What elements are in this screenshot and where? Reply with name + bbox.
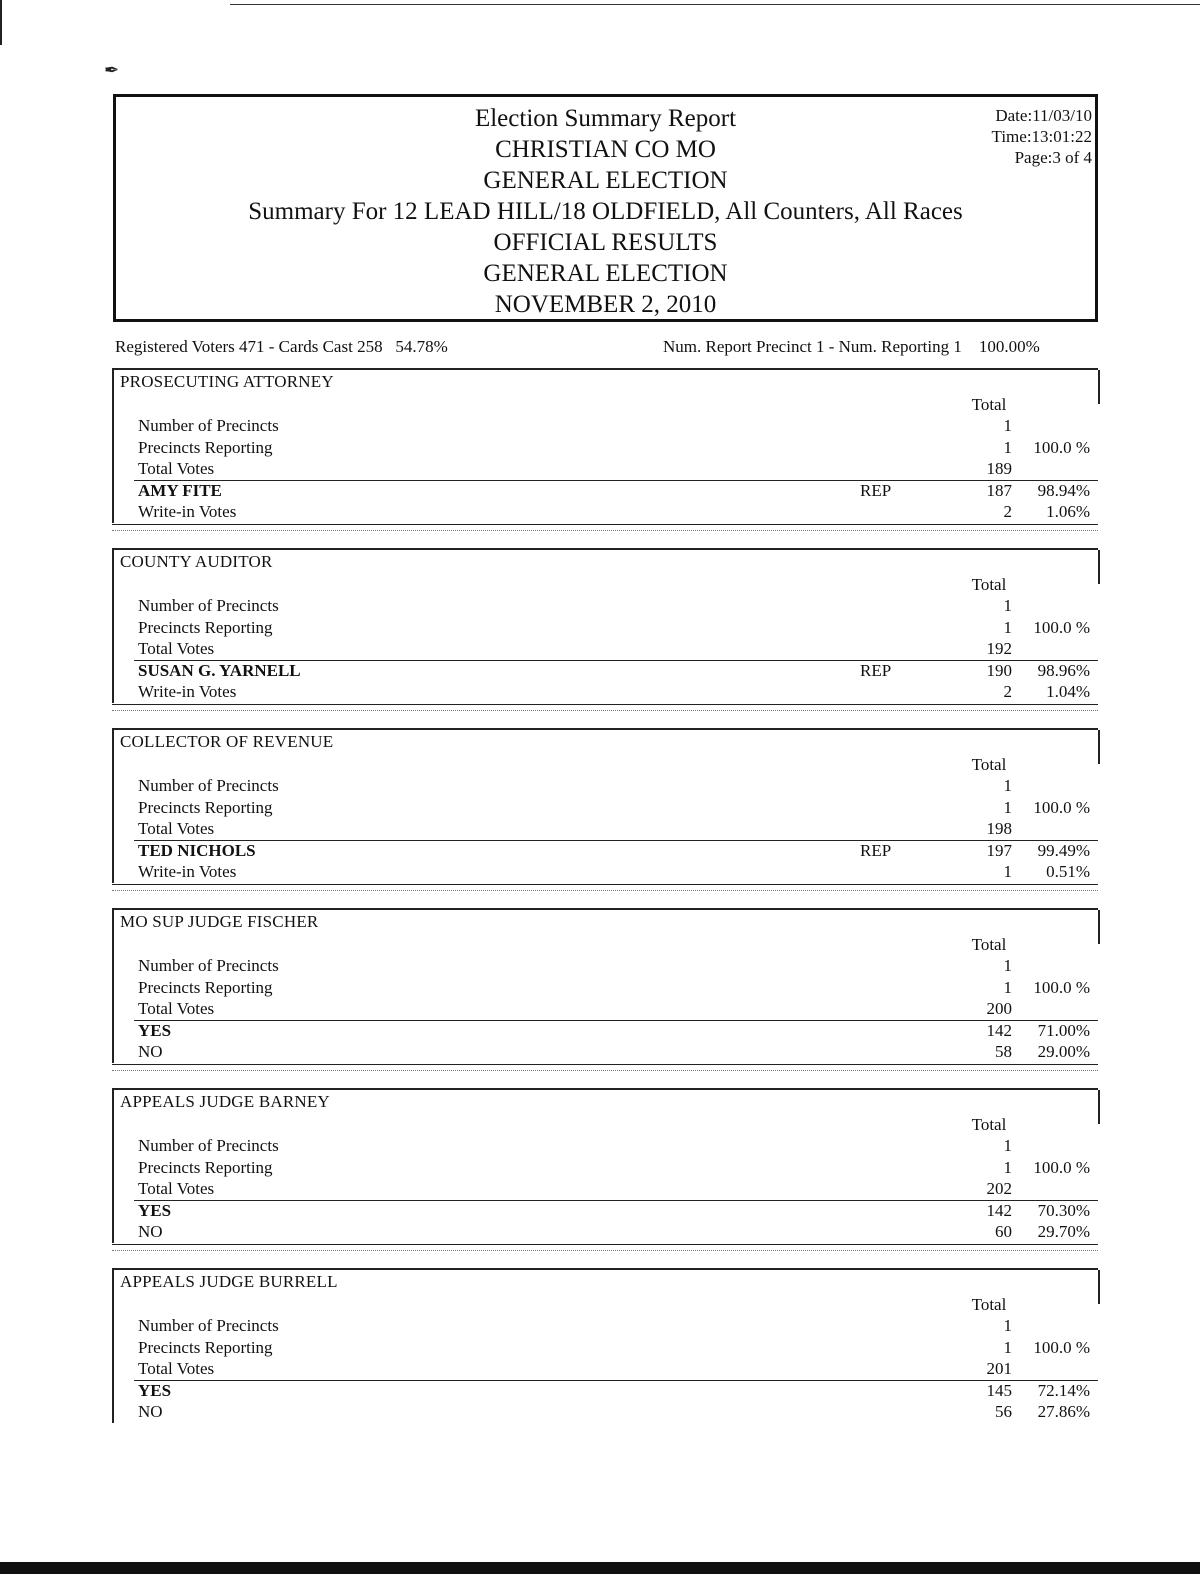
stat-row bbox=[114, 617, 1100, 639]
vote-count: 142 bbox=[986, 1200, 1012, 1220]
race-title: MO SUP JUDGE FISCHER bbox=[120, 912, 319, 931]
vote-count: 2 bbox=[1003, 502, 1012, 521]
total-votes-separator bbox=[134, 660, 1098, 661]
stat-row bbox=[114, 1337, 1100, 1359]
stat-label: Precincts Reporting bbox=[138, 437, 273, 457]
vote-count: 1 bbox=[1003, 862, 1012, 881]
total-votes-separator bbox=[134, 480, 1098, 481]
choice-party: REP bbox=[860, 840, 892, 860]
race-dotted-rule bbox=[112, 710, 1098, 711]
race-end-separator bbox=[112, 1244, 1098, 1245]
choice-name: Write-in Votes bbox=[138, 862, 237, 881]
stat-value: 201 bbox=[986, 1359, 1012, 1378]
choice-name: TED NICHOLS bbox=[138, 840, 256, 860]
vote-count: 145 bbox=[986, 1380, 1012, 1400]
stat-row bbox=[114, 955, 1100, 977]
total-votes-separator bbox=[134, 1020, 1098, 1021]
stat-row bbox=[114, 638, 1100, 660]
stat-percent: 100.0 % bbox=[1033, 797, 1090, 817]
stat-value: 202 bbox=[986, 1179, 1012, 1198]
stat-value: 1 bbox=[1003, 596, 1012, 615]
stat-row bbox=[114, 1178, 1100, 1200]
race-block bbox=[112, 1088, 1098, 1243]
stat-value: 200 bbox=[986, 999, 1012, 1018]
total-votes-separator bbox=[134, 1380, 1098, 1381]
vote-percent: 98.96% bbox=[1037, 660, 1090, 680]
stat-percent: 100.0 % bbox=[1033, 437, 1090, 457]
race-dotted-rule bbox=[112, 530, 1098, 531]
race-border-tick bbox=[1098, 910, 1100, 944]
stat-row bbox=[114, 437, 1100, 459]
race-block bbox=[112, 728, 1098, 883]
stat-label: Total Votes bbox=[138, 1359, 215, 1378]
vote-percent: 99.49% bbox=[1037, 840, 1090, 860]
stat-row bbox=[114, 1315, 1100, 1337]
vote-percent: 98.94% bbox=[1037, 480, 1090, 500]
stat-value: 192 bbox=[986, 639, 1012, 658]
choice-name: YES bbox=[138, 1380, 172, 1400]
stat-label: Precincts Reporting bbox=[138, 797, 273, 817]
summary-scope: Summary For 12 LEAD HILL/18 OLDFIELD, All Counters, All Races bbox=[248, 198, 963, 225]
stat-label: Total Votes bbox=[138, 1179, 215, 1198]
report-date: Date:11/03/10 bbox=[995, 106, 1092, 125]
choice-row bbox=[114, 480, 1100, 502]
stat-value: 1 bbox=[1003, 797, 1012, 817]
stat-value: 1 bbox=[1003, 1337, 1012, 1357]
choice-name: AMY FITE bbox=[138, 480, 222, 500]
choice-name: Write-in Votes bbox=[138, 682, 237, 701]
vote-percent: 29.70% bbox=[1037, 1222, 1090, 1241]
stat-label: Precincts Reporting bbox=[138, 1157, 273, 1177]
stat-label: Precincts Reporting bbox=[138, 617, 273, 637]
race-dotted-rule bbox=[112, 1250, 1098, 1251]
vote-percent: 29.00% bbox=[1037, 1042, 1090, 1061]
race-title: COLLECTOR OF REVENUE bbox=[120, 732, 334, 751]
stat-row bbox=[114, 1358, 1100, 1380]
choice-name: NO bbox=[138, 1222, 163, 1241]
vote-percent: 1.04% bbox=[1046, 682, 1090, 701]
registered-voters-summary: Registered Voters 471 - Cards Cast 258 54.78% bbox=[115, 337, 448, 356]
choice-name: Write-in Votes bbox=[138, 502, 237, 521]
choice-party: REP bbox=[860, 660, 892, 680]
race-block bbox=[112, 908, 1098, 1063]
choice-row bbox=[114, 1020, 1100, 1042]
choice-name: YES bbox=[138, 1200, 172, 1220]
race-title: PROSECUTING ATTORNEY bbox=[120, 372, 334, 391]
race-end-separator bbox=[112, 524, 1098, 525]
choice-row bbox=[114, 1380, 1100, 1402]
total-votes-separator bbox=[134, 840, 1098, 841]
race-title: APPEALS JUDGE BARNEY bbox=[120, 1092, 330, 1111]
vote-percent: 71.00% bbox=[1037, 1020, 1090, 1040]
total-column-header: Total bbox=[971, 575, 1007, 594]
choice-row bbox=[114, 1200, 1100, 1222]
stat-value: 1 bbox=[1003, 1136, 1012, 1155]
stat-percent: 100.0 % bbox=[1033, 1337, 1090, 1357]
vote-percent: 1.06% bbox=[1046, 502, 1090, 521]
stat-value: 198 bbox=[986, 819, 1012, 838]
race-dotted-rule bbox=[112, 1070, 1098, 1071]
stat-label: Total Votes bbox=[138, 819, 215, 838]
race-border-tick bbox=[1098, 550, 1100, 584]
stat-percent: 100.0 % bbox=[1033, 617, 1090, 637]
choice-name: SUSAN G. YARNELL bbox=[138, 660, 301, 680]
race-border-tick bbox=[1098, 370, 1100, 404]
total-column-header: Total bbox=[971, 1115, 1007, 1134]
vote-percent: 72.14% bbox=[1037, 1380, 1090, 1400]
race-dotted-rule bbox=[112, 890, 1098, 891]
stat-label: Number of Precincts bbox=[138, 1316, 279, 1335]
vote-count: 60 bbox=[995, 1222, 1012, 1241]
choice-name: NO bbox=[138, 1402, 163, 1421]
report-page-number: Page:3 of 4 bbox=[1014, 148, 1092, 167]
stat-row bbox=[114, 415, 1100, 437]
stat-value: 1 bbox=[1003, 1157, 1012, 1177]
stat-value: 1 bbox=[1003, 1316, 1012, 1335]
race-end-separator bbox=[112, 884, 1098, 885]
stat-row bbox=[114, 977, 1100, 999]
total-column-header: Total bbox=[971, 395, 1007, 414]
report-title: Election Summary Report bbox=[474, 105, 737, 132]
choice-row bbox=[114, 681, 1100, 703]
stat-row bbox=[114, 775, 1100, 797]
stat-percent: 100.0 % bbox=[1033, 977, 1090, 997]
stat-row bbox=[114, 1157, 1100, 1179]
report-title-block bbox=[116, 103, 1095, 320]
race-border-tick bbox=[1098, 1270, 1100, 1304]
stat-value: 1 bbox=[1003, 617, 1012, 637]
choice-name: NO bbox=[138, 1042, 163, 1061]
vote-count: 190 bbox=[986, 660, 1012, 680]
pen-mark-icon: ✒ bbox=[104, 60, 120, 80]
stat-label: Number of Precincts bbox=[138, 776, 279, 795]
stat-label: Precincts Reporting bbox=[138, 977, 273, 997]
choice-row bbox=[114, 861, 1100, 883]
vote-count: 58 bbox=[995, 1042, 1012, 1061]
election-type: GENERAL ELECTION bbox=[483, 260, 728, 287]
vote-percent: 70.30% bbox=[1037, 1200, 1090, 1220]
choice-row bbox=[114, 1221, 1100, 1243]
vote-percent: 0.51% bbox=[1046, 862, 1090, 881]
stat-label: Total Votes bbox=[138, 999, 215, 1018]
stat-label: Number of Precincts bbox=[138, 1136, 279, 1155]
choice-row bbox=[114, 1401, 1100, 1423]
choice-name: YES bbox=[138, 1020, 172, 1040]
race-block bbox=[112, 368, 1098, 523]
stat-label: Number of Precincts bbox=[138, 596, 279, 615]
report-time: Time:13:01:22 bbox=[991, 127, 1092, 146]
stat-value: 1 bbox=[1003, 977, 1012, 997]
stat-label: Total Votes bbox=[138, 459, 215, 478]
vote-percent: 27.86% bbox=[1037, 1402, 1090, 1421]
vote-count: 187 bbox=[986, 480, 1012, 500]
stat-value: 1 bbox=[1003, 956, 1012, 975]
race-end-separator bbox=[112, 704, 1098, 705]
stat-label: Number of Precincts bbox=[138, 416, 279, 435]
choice-row bbox=[114, 1041, 1100, 1063]
stat-value: 1 bbox=[1003, 776, 1012, 795]
scan-bottom-bar bbox=[0, 1562, 1200, 1574]
stat-row bbox=[114, 458, 1100, 480]
election-name: GENERAL ELECTION bbox=[483, 167, 728, 194]
choice-row bbox=[114, 501, 1100, 523]
race-title: APPEALS JUDGE BURRELL bbox=[120, 1272, 338, 1291]
election-date: NOVEMBER 2, 2010 bbox=[494, 291, 717, 318]
stat-label: Precincts Reporting bbox=[138, 1337, 273, 1357]
stat-row bbox=[114, 1135, 1100, 1157]
race-title: COUNTY AUDITOR bbox=[120, 552, 273, 571]
race-border-tick bbox=[1098, 1090, 1100, 1124]
stat-value: 1 bbox=[1003, 437, 1012, 457]
stat-row bbox=[114, 797, 1100, 819]
vote-count: 197 bbox=[986, 840, 1012, 860]
vote-count: 2 bbox=[1003, 682, 1012, 701]
stat-row bbox=[114, 998, 1100, 1020]
race-border-tick bbox=[1098, 730, 1100, 764]
scan-top-line bbox=[230, 4, 1200, 5]
total-column-header: Total bbox=[971, 755, 1007, 774]
stat-row bbox=[114, 818, 1100, 840]
stat-value: 1 bbox=[1003, 416, 1012, 435]
stat-value: 189 bbox=[986, 459, 1012, 478]
vote-count: 56 bbox=[995, 1402, 1012, 1421]
choice-party: REP bbox=[860, 480, 892, 500]
total-column-header: Total bbox=[971, 935, 1007, 954]
stat-label: Total Votes bbox=[138, 639, 215, 658]
precinct-reporting-summary: Num. Report Precinct 1 - Num. Reporting 1 100.00% bbox=[663, 337, 1040, 356]
race-end-separator bbox=[112, 1064, 1098, 1065]
results-status: OFFICIAL RESULTS bbox=[493, 229, 718, 256]
total-column-header: Total bbox=[971, 1295, 1007, 1314]
vote-count: 142 bbox=[986, 1020, 1012, 1040]
report-meta bbox=[992, 105, 1092, 168]
county-name: CHRISTIAN CO MO bbox=[495, 136, 716, 163]
stat-percent: 100.0 % bbox=[1033, 1157, 1090, 1177]
report-header bbox=[113, 94, 1098, 322]
race-block bbox=[112, 1268, 1098, 1423]
race-block bbox=[112, 548, 1098, 703]
total-votes-separator bbox=[134, 1200, 1098, 1201]
stat-row bbox=[114, 595, 1100, 617]
scan-left-edge bbox=[0, 0, 2, 45]
choice-row bbox=[114, 840, 1100, 862]
choice-row bbox=[114, 660, 1100, 682]
stat-label: Number of Precincts bbox=[138, 956, 279, 975]
